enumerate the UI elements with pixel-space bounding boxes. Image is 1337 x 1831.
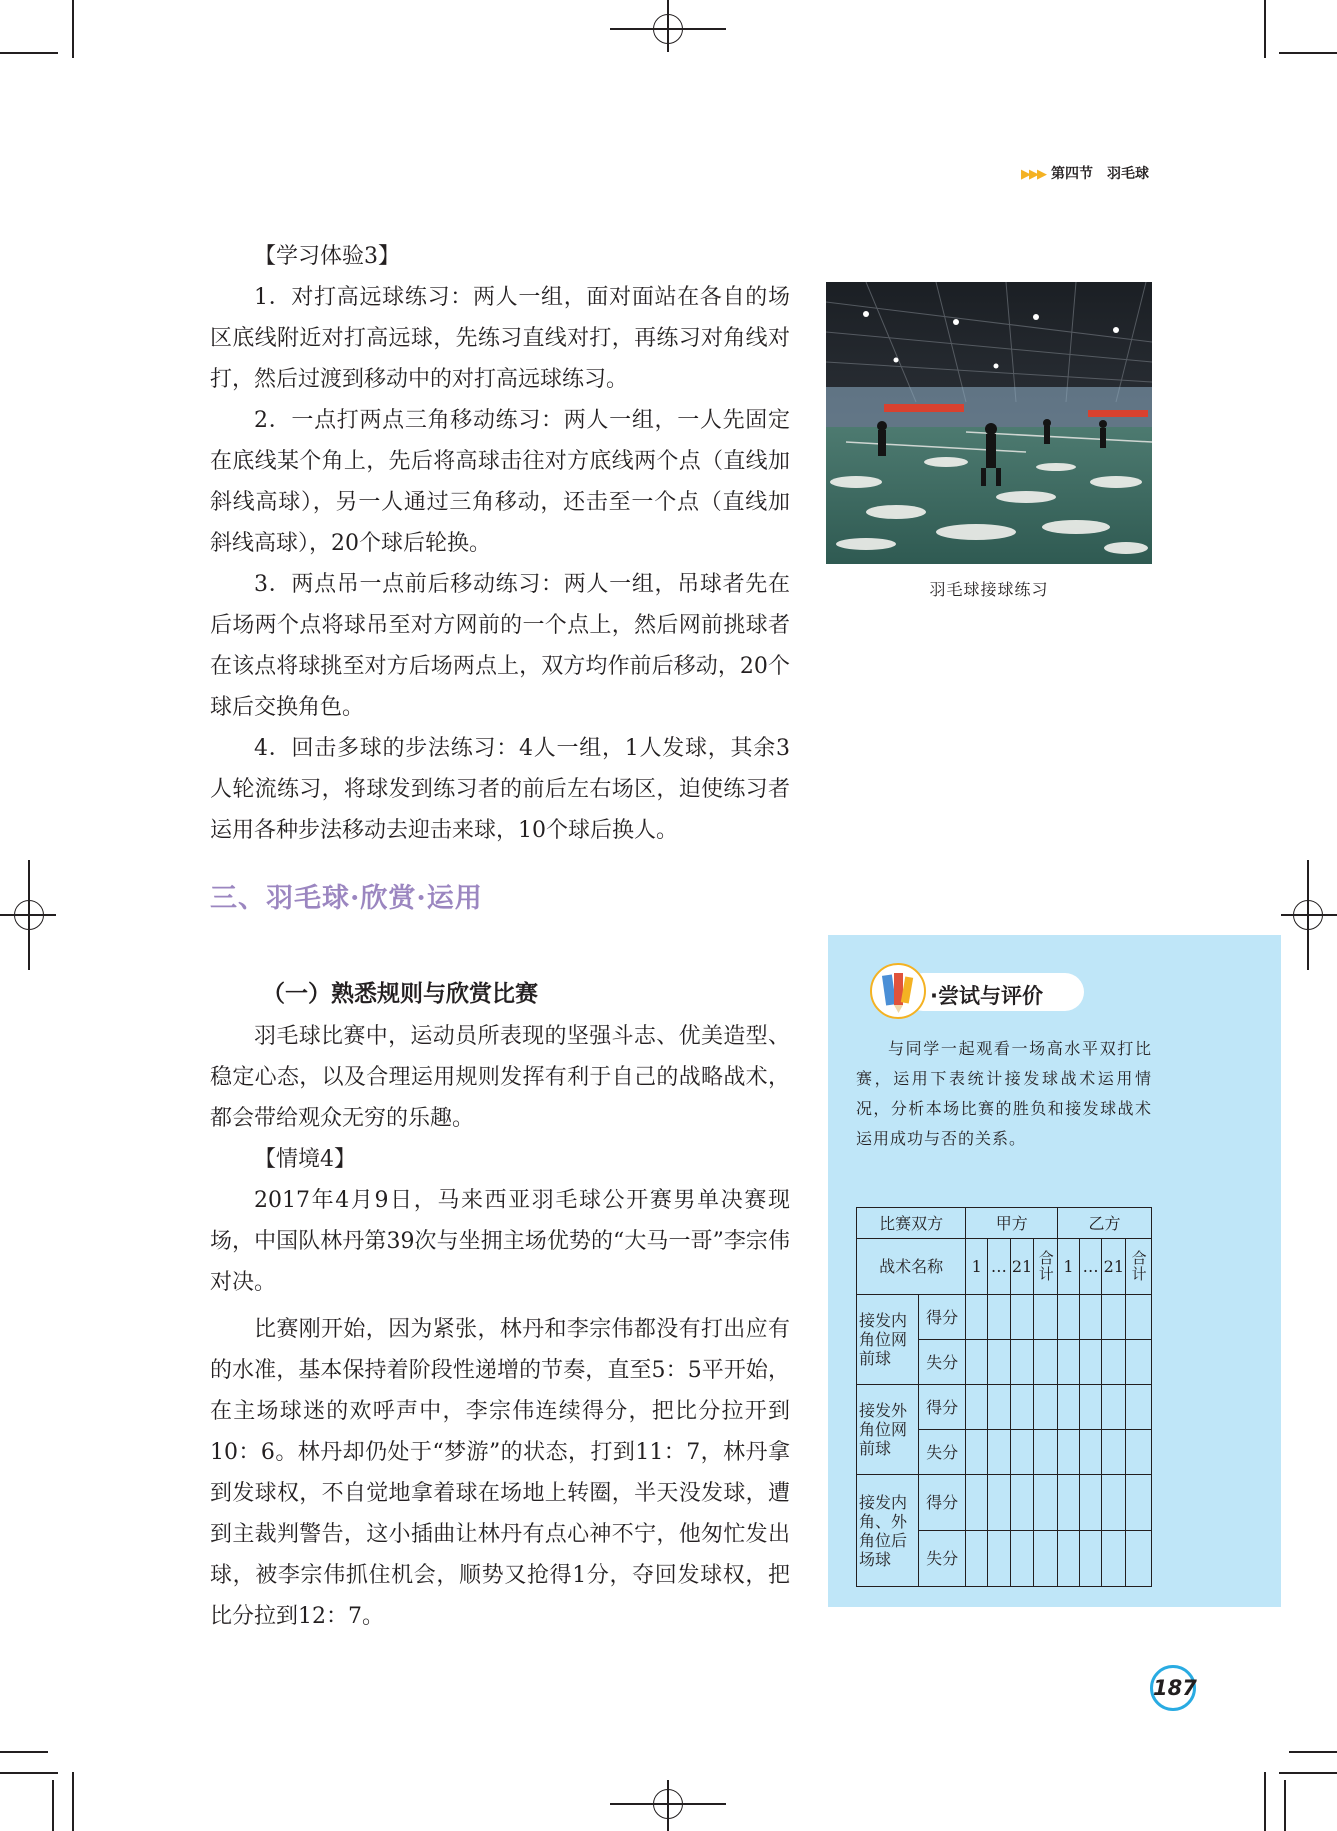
row-score-label: 得分	[918, 1475, 965, 1531]
page-number: 187	[1150, 1665, 1196, 1711]
experience-item-1: 1．对打高远球练习：两人一组，面对面站在各自的场区底线附近对打高远球，先练习直线对打，再练习对角线对打，然后过渡到移动中的对打高远球练习。	[210, 285, 790, 392]
header-chapter: 羽毛球	[1107, 166, 1149, 182]
paragraph-match-scene: 2017年4月9日，马来西亚羽毛球公开赛男单决赛现场，中国队林丹第39次与坐拥主场优势的“大马一哥”李宗伟对决。	[210, 1188, 790, 1295]
paragraph-intro: 羽毛球比赛中，运动员所表现的坚强斗志、优美造型、稳定心态，以及合理运用规则发挥有利于自己的战略战术，都会带给观众无穷的乐趣。	[210, 1024, 790, 1131]
tactic-name: 接发内角、外角位后场球	[857, 1475, 919, 1587]
table-header-row-1	[857, 1208, 1152, 1239]
subsection-body	[210, 1016, 790, 1637]
col-a-1: 1	[966, 1239, 988, 1295]
header-side-b: 乙方	[1058, 1208, 1152, 1239]
col-a-total: 合计	[1034, 1239, 1058, 1295]
table-row	[857, 1475, 1152, 1531]
header-section: 第四节	[1051, 166, 1093, 182]
header-tactic: 战术名称	[857, 1239, 966, 1295]
photo-illustration	[826, 282, 1152, 564]
row-loss-label: 失分	[918, 1531, 965, 1587]
header-side-a: 甲方	[966, 1208, 1058, 1239]
row-score-label: 得分	[918, 1385, 965, 1430]
experience-heading: 【学习体验3】	[254, 244, 400, 269]
tactics-stat-table	[856, 1207, 1152, 1587]
experience-item-4: 4．回击多球的步法练习：4人一组，1人发球，其余3人轮流练习，将球发到练习者的前后左右场区，迫使练习者运用各种步法移动去迎击来球，10个球后换人。	[210, 736, 790, 843]
section-title: 三、羽毛球·欣赏·运用	[210, 883, 483, 914]
col-b-dots: …	[1079, 1239, 1102, 1295]
experience-item-2: 2．一点打两点三角移动练习：两人一组，一人先固定在底线某个角上，先后将高球击往对方底线两个点（直线加斜线高球），另一人通过三角移动，还击至一个点（直线加斜线高球），20个球后轮换。	[210, 408, 790, 556]
panel-instructions	[856, 1034, 1152, 1154]
header-sides: 比赛双方	[857, 1208, 966, 1239]
pencil-ruler-icon	[870, 963, 926, 1019]
situation-heading: 【情境4】	[254, 1147, 356, 1172]
triangle-arrows-icon: ▶▶▶	[1021, 167, 1045, 182]
table-row	[857, 1385, 1152, 1430]
tactic-name: 接发内角位网前球	[857, 1295, 919, 1385]
row-loss-label: 失分	[918, 1340, 965, 1385]
badminton-hall-photo	[826, 282, 1152, 564]
table-row	[857, 1295, 1152, 1340]
col-b-1: 1	[1058, 1239, 1080, 1295]
col-a-dots: …	[987, 1239, 1010, 1295]
tactic-name: 接发外角位网前球	[857, 1385, 919, 1475]
col-b-total: 合计	[1126, 1239, 1152, 1295]
table-header-row-2	[857, 1239, 1152, 1295]
row-loss-label: 失分	[918, 1430, 965, 1475]
panel-header	[870, 963, 1086, 1019]
paragraph-match-progress: 比赛刚开始，因为紧张，林丹和李宗伟都没有打出应有的水准，基本保持着阶段性递增的节奏，直至5：5平开始，在主场球迷的欢呼声中，李宗伟连续得分，把比分拉开到10：6。林丹却仍处于“梦游”的状态，打到11：7，林丹拿到发球权，不自觉地拿着球在场地上转圈，半天没发球，遭到主裁判警告，这小插曲让林丹有点心神不宁，他匆忙发出球，被李宗伟抓住机会，顺势又抢得1分，夺回发球权，把比分拉到12：7。	[210, 1317, 790, 1629]
col-a-21: 21	[1010, 1239, 1034, 1295]
panel-text: 与同学一起观看一场高水平双打比赛，运用下表统计接发球战术运用情况，分析本场比赛的胜负和接发球战术运用成功与否的关系。	[856, 1039, 1152, 1148]
panel-title: ·尝试与评价	[930, 984, 1043, 1008]
row-score-label: 得分	[918, 1295, 965, 1340]
experience-item-3: 3．两点吊一点前后移动练习：两人一组，吊球者先在后场两个点将球吊至对方网前的一个点上，然后网前挑球者在该点将球挑至对方后场两点上，双方均作前后移动，20个球后交换角色。	[210, 572, 790, 720]
learning-experience	[210, 236, 790, 851]
subsection-title: （一）熟悉规则与欣赏比赛	[262, 980, 538, 1007]
running-header	[1021, 163, 1149, 183]
photo-caption: 羽毛球接球练习	[929, 580, 1049, 599]
col-b-21: 21	[1102, 1239, 1126, 1295]
